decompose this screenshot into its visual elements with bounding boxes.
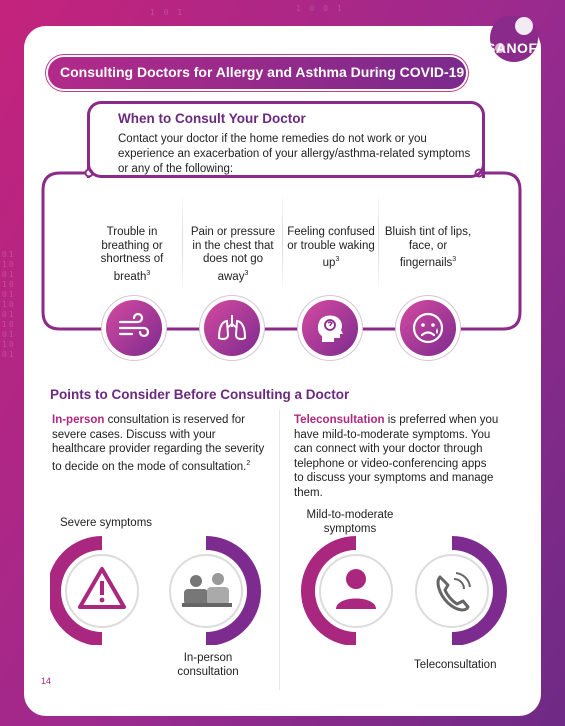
binary-decoration: 1 0 1 [150, 8, 185, 17]
column-divider [279, 410, 280, 690]
reference: 3 [146, 269, 151, 277]
tele-flow-diagram [300, 535, 520, 645]
page-number: 14 [41, 676, 52, 686]
inperson-text: consultation is reserved for severe cases. Discuss with your healthcare provider regarding the severity to decide on the mode of consultation. [52, 414, 265, 473]
consult-intro: Contact your doctor if the home remedies do not work or you experience an exacerbation of your allergy/asthma-related symptoms or any of the following: [118, 133, 471, 175]
symptom-text: Pain or pressure in the chest that does not go away [190, 226, 276, 283]
points-heading: Points to Consider Before Consulting a Doctor [50, 387, 350, 402]
confusion-circle [302, 300, 358, 356]
teleconsultation-label: Teleconsultation [414, 659, 497, 671]
breathing-circle [106, 300, 162, 356]
symptom-chest-pain [188, 226, 278, 284]
symptom-text: Trouble in breathing or shortness of breath [100, 226, 164, 283]
reference: 3 [335, 256, 340, 263]
symptom-bluish-tint [383, 226, 473, 270]
symptom-confusion [286, 226, 376, 270]
page-title-bar [48, 57, 466, 89]
tele-text: is preferred when you have mild-to-moderate symptoms. You can connect with your doctor through telephone or video-conferencing apps to discuss your symptoms and manage them. [294, 414, 499, 499]
sad-face-icon [410, 310, 446, 346]
inperson-flow-diagram [50, 535, 270, 645]
symptom-divider [378, 193, 379, 293]
consult-heading: When to Consult Your Doctor [118, 111, 306, 126]
symptom-breathing [87, 226, 177, 284]
inperson-keyword: In-person [52, 414, 105, 426]
tele-paragraph [294, 413, 499, 500]
confused-head-icon [312, 310, 348, 346]
inperson-consultation-label: In-person consultation [177, 652, 239, 678]
reference: 2 [246, 459, 251, 467]
symptom-divider [282, 193, 283, 293]
bluish-tint-circle [400, 300, 456, 356]
inperson-paragraph [52, 413, 267, 474]
chest-circle [204, 300, 260, 356]
symptom-text: Bluish tint of lips, face, or fingernails [384, 226, 472, 269]
reference: 3 [244, 269, 249, 277]
binary-decoration: 1 0 0 1 [296, 4, 344, 13]
page-title: Consulting Doctors for Allergy and Asthma During COVID-19 [60, 64, 465, 80]
reference: 3 [452, 256, 457, 263]
binary-decoration: 01 10 01 10 01 10 01 10 01 10 01 [2, 250, 16, 359]
mild-symptoms-label: Mild-to-moderate symptoms [306, 509, 394, 535]
brand-name: SANOFI [486, 40, 542, 56]
symptom-divider [182, 193, 183, 293]
wind-breath-icon [116, 310, 152, 346]
symptom-text: Feeling confused or trouble waking up [287, 226, 375, 269]
lungs-icon [214, 310, 250, 346]
severe-symptoms-label: Severe symptoms [60, 517, 153, 529]
tele-keyword: Teleconsultation [294, 414, 385, 426]
